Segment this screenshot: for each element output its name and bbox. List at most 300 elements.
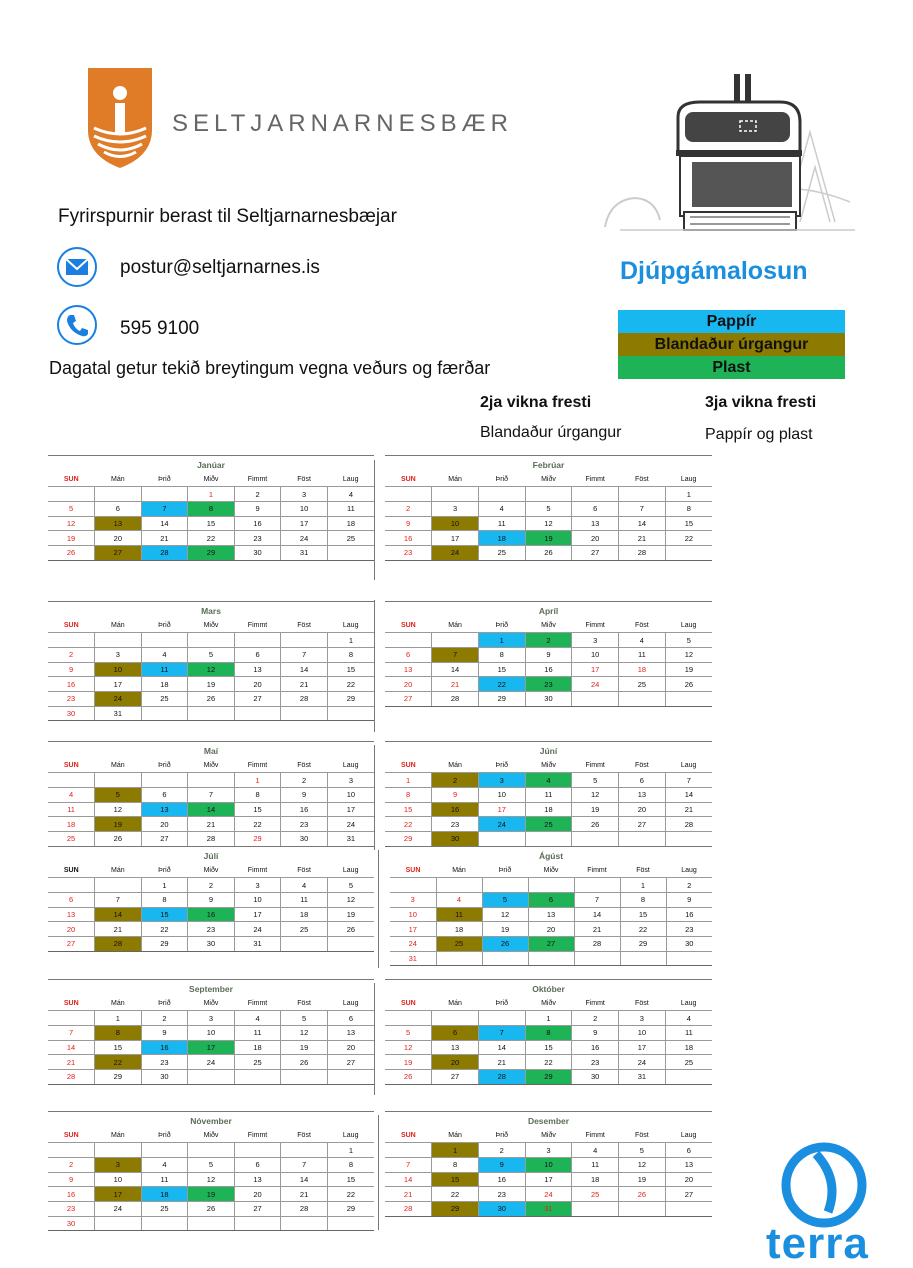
day-cell: 26	[327, 922, 374, 937]
day-cell: 19	[482, 922, 528, 937]
day-cell: 17	[478, 802, 525, 817]
day-cell: 20	[385, 677, 432, 692]
day-cell: 20	[48, 922, 95, 937]
day-cell: 15	[620, 907, 666, 922]
day-cell: 14	[95, 907, 142, 922]
weekday-header: SUN	[385, 996, 432, 1011]
day-cell: 23	[234, 531, 281, 546]
day-cell: 26	[482, 936, 528, 951]
day-cell	[141, 773, 188, 788]
day-cell: 23	[141, 1055, 188, 1070]
day-cell	[327, 706, 374, 721]
day-cell	[141, 487, 188, 502]
day-cell: 6	[432, 1025, 479, 1040]
weekday-header: SUN	[385, 1128, 432, 1143]
day-cell: 25	[665, 1055, 712, 1070]
day-cell: 12	[385, 1040, 432, 1055]
email-icon[interactable]	[56, 246, 98, 288]
day-cell: 23	[572, 1055, 619, 1070]
day-cell: 14	[281, 662, 328, 677]
municipal-shield-logo	[88, 68, 152, 170]
weekday-header: Mán	[432, 472, 479, 487]
day-cell: 8	[525, 1025, 572, 1040]
day-cell	[141, 1143, 188, 1158]
weekday-header: Mán	[95, 1128, 142, 1143]
day-cell: 3	[572, 633, 619, 648]
day-cell: 17	[95, 677, 142, 692]
day-cell: 31	[619, 1069, 666, 1084]
day-cell: 23	[525, 677, 572, 692]
day-cell	[48, 487, 95, 502]
day-cell: 15	[327, 1172, 374, 1187]
color-legend	[618, 310, 845, 379]
day-cell: 10	[95, 662, 142, 677]
day-cell: 8	[327, 1157, 374, 1172]
day-cell: 18	[525, 802, 572, 817]
day-cell: 28	[432, 691, 479, 706]
day-cell: 7	[385, 1157, 432, 1172]
month-name: Mars	[201, 606, 221, 616]
day-cell	[141, 1216, 188, 1231]
day-cell	[234, 1143, 281, 1158]
weekday-header: Miðv	[525, 1128, 572, 1143]
day-cell: 15	[188, 516, 235, 531]
day-cell	[619, 831, 666, 846]
day-cell: 17	[619, 1040, 666, 1055]
day-cell: 2	[525, 633, 572, 648]
weekday-header: Fimmt	[234, 863, 281, 878]
day-cell: 6	[572, 501, 619, 516]
day-cell	[281, 1143, 328, 1158]
day-cell: 20	[234, 677, 281, 692]
day-cell	[574, 951, 620, 966]
weekday-header: Laug	[327, 996, 374, 1011]
day-cell: 1	[478, 633, 525, 648]
day-cell: 25	[478, 545, 525, 560]
day-cell: 27	[665, 1187, 712, 1202]
day-cell: 25	[525, 817, 572, 832]
day-cell: 25	[572, 1187, 619, 1202]
day-cell: 27	[95, 545, 142, 560]
day-cell: 11	[281, 892, 328, 907]
day-cell: 8	[95, 1025, 142, 1040]
weekday-header: SUN	[48, 1128, 95, 1143]
day-cell: 11	[525, 787, 572, 802]
day-cell: 29	[234, 831, 281, 846]
day-cell: 22	[385, 817, 432, 832]
day-cell: 7	[281, 1157, 328, 1172]
day-cell: 11	[572, 1157, 619, 1172]
day-cell: 23	[281, 817, 328, 832]
day-cell: 26	[281, 1055, 328, 1070]
day-cell: 8	[620, 892, 666, 907]
day-cell: 6	[385, 647, 432, 662]
terra-logo-text: terra	[766, 1219, 869, 1268]
weekday-header: Miðv	[188, 758, 235, 773]
day-cell: 3	[234, 878, 281, 893]
day-cell: 23	[48, 691, 95, 706]
weekday-header: Föst	[281, 1128, 328, 1143]
day-cell: 31	[390, 951, 436, 966]
day-cell: 8	[188, 501, 235, 516]
weekday-header: Fimmt	[234, 472, 281, 487]
day-cell: 4	[234, 1011, 281, 1026]
day-cell: 24	[234, 922, 281, 937]
day-cell: 10	[478, 787, 525, 802]
weekday-header: Fimmt	[572, 758, 619, 773]
service-title: Djúpgámalosun	[620, 257, 808, 285]
legend-plastic: Plast	[618, 356, 845, 379]
weekday-header: SUN	[48, 863, 95, 878]
weekday-header: Mán	[432, 996, 479, 1011]
day-cell: 27	[528, 936, 574, 951]
day-cell: 28	[281, 1201, 328, 1216]
weekday-header: Þrið	[478, 618, 525, 633]
month-name: Maí	[203, 746, 219, 756]
weekday-header: SUN	[385, 618, 432, 633]
weekday-header: Föst	[619, 472, 666, 487]
day-cell: 29	[95, 1069, 142, 1084]
day-cell: 28	[281, 691, 328, 706]
day-cell: 11	[436, 907, 482, 922]
day-cell: 24	[619, 1055, 666, 1070]
day-cell: 26	[619, 1187, 666, 1202]
day-cell: 25	[234, 1055, 281, 1070]
day-cell: 10	[95, 1172, 142, 1187]
day-cell: 23	[478, 1187, 525, 1202]
day-cell: 27	[327, 1055, 374, 1070]
phone-icon[interactable]	[56, 304, 98, 346]
day-cell: 22	[525, 1055, 572, 1070]
weekday-header: Miðv	[188, 996, 235, 1011]
day-cell	[188, 706, 235, 721]
day-cell: 17	[390, 922, 436, 937]
day-cell: 15	[665, 516, 712, 531]
day-cell	[95, 1143, 142, 1158]
day-cell	[572, 1201, 619, 1216]
day-cell: 2	[478, 1143, 525, 1158]
day-cell: 3	[390, 892, 436, 907]
day-cell: 23	[385, 545, 432, 560]
day-cell: 8	[665, 501, 712, 516]
weekday-header: Föst	[281, 472, 328, 487]
day-cell: 9	[525, 647, 572, 662]
day-cell: 20	[528, 922, 574, 937]
day-cell	[95, 878, 142, 893]
day-cell	[327, 545, 374, 560]
day-cell: 4	[48, 787, 95, 802]
month-name: Apríl	[538, 606, 559, 616]
weekday-header: Þrið	[141, 1128, 188, 1143]
day-cell: 11	[478, 516, 525, 531]
day-cell: 17	[432, 531, 479, 546]
weekday-header: Þrið	[141, 758, 188, 773]
day-cell: 20	[95, 531, 142, 546]
day-cell: 17	[327, 802, 374, 817]
day-cell	[385, 1011, 432, 1026]
day-cell: 9	[385, 516, 432, 531]
day-cell: 1	[620, 878, 666, 893]
weekday-header: Mán	[95, 618, 142, 633]
day-cell: 3	[281, 487, 328, 502]
day-cell: 21	[141, 531, 188, 546]
day-cell: 21	[281, 677, 328, 692]
day-cell: 2	[572, 1011, 619, 1026]
day-cell: 16	[188, 907, 235, 922]
day-cell: 22	[432, 1187, 479, 1202]
day-cell	[48, 633, 95, 648]
day-cell: 12	[665, 647, 712, 662]
day-cell: 3	[478, 773, 525, 788]
day-cell: 21	[188, 817, 235, 832]
day-cell: 20	[572, 531, 619, 546]
day-cell	[327, 1069, 374, 1084]
day-cell: 15	[478, 662, 525, 677]
day-cell: 27	[432, 1069, 479, 1084]
day-cell: 10	[619, 1025, 666, 1040]
email-link[interactable]: postur@seltjarnarnes.is	[120, 257, 320, 278]
day-cell: 9	[141, 1025, 188, 1040]
weekday-header: SUN	[385, 472, 432, 487]
day-cell: 5	[48, 501, 95, 516]
day-cell: 10	[281, 501, 328, 516]
day-cell	[48, 878, 95, 893]
phone-number[interactable]: 595 9100	[120, 318, 200, 339]
day-cell: 12	[188, 1172, 235, 1187]
day-cell: 16	[432, 802, 479, 817]
day-cell: 27	[234, 1201, 281, 1216]
day-cell: 22	[620, 922, 666, 937]
day-cell	[95, 633, 142, 648]
day-cell: 19	[619, 1172, 666, 1187]
day-cell: 10	[327, 787, 374, 802]
day-cell: 21	[48, 1055, 95, 1070]
weekday-header: Laug	[327, 1128, 374, 1143]
day-cell: 6	[234, 1157, 281, 1172]
day-cell: 27	[572, 545, 619, 560]
day-cell	[48, 1011, 95, 1026]
weekday-header: Föst	[281, 618, 328, 633]
day-cell: 10	[188, 1025, 235, 1040]
day-cell: 21	[385, 1187, 432, 1202]
day-cell: 5	[572, 773, 619, 788]
day-cell: 15	[234, 802, 281, 817]
day-cell: 21	[478, 1055, 525, 1070]
day-cell: 20	[141, 817, 188, 832]
frequency-2-weeks-title: 2ja vikna fresti	[480, 394, 592, 411]
day-cell: 14	[478, 1040, 525, 1055]
day-cell	[572, 831, 619, 846]
weekday-header: Föst	[619, 618, 666, 633]
day-cell	[281, 633, 328, 648]
day-cell: 22	[327, 677, 374, 692]
weekday-header: Mán	[95, 996, 142, 1011]
day-cell: 21	[95, 922, 142, 937]
day-cell: 24	[188, 1055, 235, 1070]
day-cell: 19	[525, 531, 572, 546]
day-cell: 8	[234, 787, 281, 802]
day-cell: 6	[95, 501, 142, 516]
day-cell: 6	[528, 892, 574, 907]
day-cell	[482, 878, 528, 893]
day-cell: 8	[141, 892, 188, 907]
frequency-3-weeks-title: 3ja vikna fresti	[705, 394, 817, 411]
day-cell: 22	[95, 1055, 142, 1070]
weekday-header: Fimmt	[572, 472, 619, 487]
day-cell: 6	[48, 892, 95, 907]
day-cell: 3	[432, 501, 479, 516]
day-cell	[525, 487, 572, 502]
day-cell: 4	[436, 892, 482, 907]
day-cell: 10	[390, 907, 436, 922]
day-cell: 13	[327, 1025, 374, 1040]
day-cell: 30	[525, 691, 572, 706]
day-cell: 13	[234, 1172, 281, 1187]
weekday-header: Föst	[281, 863, 328, 878]
weekday-header: Laug	[665, 472, 712, 487]
day-cell: 30	[234, 545, 281, 560]
day-cell: 19	[281, 1040, 328, 1055]
day-cell	[572, 691, 619, 706]
day-cell	[525, 831, 572, 846]
day-cell	[528, 951, 574, 966]
weekday-header: Fimmt	[572, 618, 619, 633]
day-cell: 14	[385, 1172, 432, 1187]
day-cell: 15	[327, 662, 374, 677]
day-cell: 30	[48, 706, 95, 721]
day-cell	[281, 936, 328, 951]
day-cell	[141, 706, 188, 721]
weekday-header: SUN	[390, 863, 436, 878]
day-cell: 15	[525, 1040, 572, 1055]
day-cell	[234, 1069, 281, 1084]
day-cell: 14	[619, 516, 666, 531]
day-cell: 15	[141, 907, 188, 922]
frequency-3-weeks-desc: Pappír og plast	[705, 426, 813, 443]
weekday-header: Mán	[95, 863, 142, 878]
weekday-header: Miðv	[188, 472, 235, 487]
day-cell: 4	[141, 647, 188, 662]
day-cell: 4	[619, 633, 666, 648]
day-cell: 28	[478, 1069, 525, 1084]
day-cell: 6	[665, 1143, 712, 1158]
day-cell: 3	[619, 1011, 666, 1026]
day-cell: 11	[619, 647, 666, 662]
day-cell: 26	[385, 1069, 432, 1084]
day-cell: 30	[572, 1069, 619, 1084]
weekday-header: Fimmt	[572, 1128, 619, 1143]
weekday-header: Þrið	[478, 758, 525, 773]
weekday-header: Miðv	[188, 618, 235, 633]
day-cell: 17	[188, 1040, 235, 1055]
day-cell	[188, 1143, 235, 1158]
day-cell	[327, 936, 374, 951]
day-cell: 7	[619, 501, 666, 516]
day-cell: 18	[141, 677, 188, 692]
day-cell: 5	[385, 1025, 432, 1040]
day-cell	[234, 1216, 281, 1231]
day-cell: 27	[385, 691, 432, 706]
day-cell: 1	[432, 1143, 479, 1158]
day-cell: 23	[432, 817, 479, 832]
day-cell: 2	[234, 487, 281, 502]
month-name: Desember	[527, 1116, 570, 1126]
day-cell: 30	[478, 1201, 525, 1216]
day-cell: 20	[432, 1055, 479, 1070]
day-cell: 14	[432, 662, 479, 677]
day-cell: 16	[666, 907, 712, 922]
day-cell: 16	[234, 516, 281, 531]
day-cell: 26	[95, 831, 142, 846]
weekday-header: Mán	[432, 758, 479, 773]
day-cell: 29	[327, 691, 374, 706]
day-cell: 13	[572, 516, 619, 531]
weekday-header: Þrið	[141, 472, 188, 487]
day-cell: 24	[281, 531, 328, 546]
day-cell: 26	[48, 545, 95, 560]
day-cell: 12	[281, 1025, 328, 1040]
day-cell: 22	[234, 817, 281, 832]
day-cell: 2	[48, 647, 95, 662]
day-cell: 19	[572, 802, 619, 817]
org-name: SELTJARNARNESBÆR	[172, 110, 513, 137]
weekday-header: Miðv	[525, 758, 572, 773]
day-cell	[234, 706, 281, 721]
day-cell: 24	[95, 691, 142, 706]
day-cell: 14	[188, 802, 235, 817]
day-cell: 9	[572, 1025, 619, 1040]
day-cell: 1	[385, 773, 432, 788]
day-cell: 7	[141, 501, 188, 516]
day-cell	[281, 1216, 328, 1231]
day-cell: 15	[385, 802, 432, 817]
day-cell: 12	[525, 516, 572, 531]
day-cell: 24	[525, 1187, 572, 1202]
day-cell: 30	[432, 831, 479, 846]
day-cell: 17	[281, 516, 328, 531]
weekday-header: SUN	[385, 758, 432, 773]
weekday-header: Fimmt	[574, 863, 620, 878]
day-cell: 24	[478, 817, 525, 832]
day-cell: 18	[619, 662, 666, 677]
day-cell: 29	[188, 545, 235, 560]
schedule-notice: Dagatal getur tekið breytingum vegna veðurs og færðar	[49, 358, 491, 378]
day-cell: 23	[188, 922, 235, 937]
weekday-header: Laug	[327, 472, 374, 487]
day-cell: 9	[432, 787, 479, 802]
day-cell: 10	[432, 516, 479, 531]
weekday-header: Föst	[619, 1128, 666, 1143]
day-cell	[432, 633, 479, 648]
legend-mixed-waste: Blandaður úrgangur	[618, 333, 845, 356]
day-cell: 13	[95, 516, 142, 531]
day-cell: 19	[95, 817, 142, 832]
day-cell: 25	[327, 531, 374, 546]
day-cell: 20	[327, 1040, 374, 1055]
day-cell	[666, 951, 712, 966]
day-cell: 24	[95, 1201, 142, 1216]
day-cell: 27	[619, 817, 666, 832]
weekday-header: Fimmt	[234, 1128, 281, 1143]
day-cell: 7	[281, 647, 328, 662]
day-cell: 11	[141, 662, 188, 677]
day-cell: 25	[48, 831, 95, 846]
day-cell	[436, 951, 482, 966]
weekday-header: Þrið	[141, 618, 188, 633]
day-cell: 4	[572, 1143, 619, 1158]
day-cell	[95, 1216, 142, 1231]
day-cell: 2	[188, 878, 235, 893]
